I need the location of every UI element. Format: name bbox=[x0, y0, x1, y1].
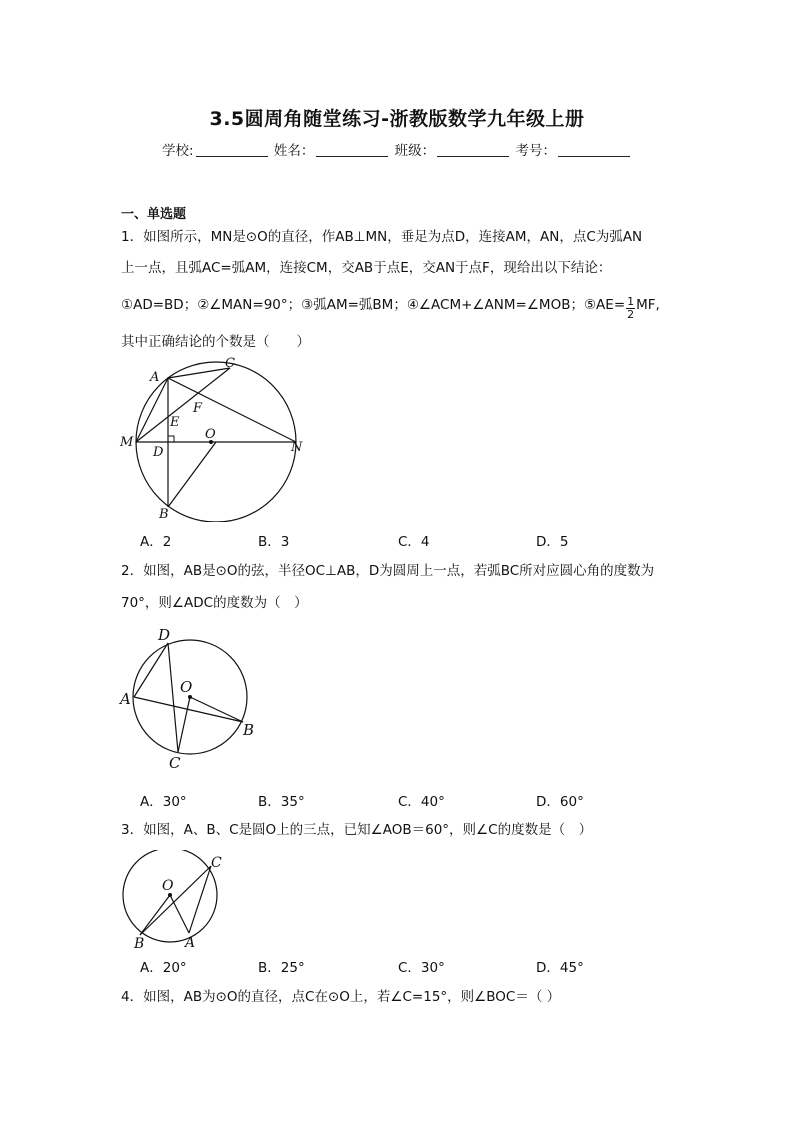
q1-line3 bbox=[121, 295, 660, 321]
q2-option-c[interactable]: C．40° bbox=[398, 794, 445, 810]
number-blank[interactable] bbox=[558, 143, 630, 157]
q2-line1: 2．如图，AB是⊙O的弦，半径OC⊥AB，D为圆周上一点，若弧BC所对应圆心角的度数为 bbox=[121, 563, 655, 579]
q1-option-a[interactable]: A．2 bbox=[140, 534, 172, 550]
q1-conclusions: ①AD=BD；②∠MAN=90°；③弧AM=弧BM；④∠ACM+∠ANM=∠MOB；⑤AE= bbox=[121, 297, 626, 313]
q2-figure bbox=[114, 622, 264, 774]
q1-conclusions-end: MF, bbox=[636, 297, 660, 313]
q3-option-c[interactable]: C．30° bbox=[398, 960, 445, 976]
q1-segment-am bbox=[136, 378, 168, 442]
name-label: 姓名： bbox=[273, 143, 315, 159]
class-label: 班级： bbox=[394, 143, 436, 159]
q1-segment-ac bbox=[168, 368, 230, 378]
q1-figure bbox=[114, 352, 306, 522]
q1-line4: 其中正确结论的个数是（ ） bbox=[121, 334, 310, 350]
q3-label-a: A bbox=[185, 935, 196, 951]
school-label: 学校: bbox=[162, 143, 194, 159]
q1-label-c: C bbox=[225, 356, 235, 371]
q3-label-o: O bbox=[162, 878, 174, 894]
q1-right-angle-mark bbox=[168, 436, 174, 442]
q2-chord-ab bbox=[134, 697, 243, 722]
q1-frac-den: 2 bbox=[627, 308, 635, 321]
q1-frac-num: 1 bbox=[627, 295, 635, 308]
q1-segment-ob bbox=[168, 442, 216, 507]
q2-segment-ad bbox=[134, 643, 168, 697]
q2-label-d: D bbox=[158, 626, 171, 644]
q1-fraction bbox=[626, 296, 635, 321]
q2-label-o: O bbox=[180, 678, 193, 696]
q2-segment-ob bbox=[190, 697, 243, 722]
q1-label-a: A bbox=[150, 370, 160, 385]
q3-option-d[interactable]: D．45° bbox=[536, 960, 584, 976]
q1-label-b: B bbox=[159, 507, 169, 522]
q1-option-c[interactable]: C．4 bbox=[398, 534, 430, 550]
q1-label-o: O bbox=[205, 427, 216, 442]
page-title: 3.5圆周角随堂练习-浙教版数学九年级上册 bbox=[209, 108, 585, 130]
student-info-line bbox=[0, 139, 794, 159]
q1-label-f: F bbox=[193, 401, 203, 416]
q3-segment-bc bbox=[140, 866, 211, 935]
q1-option-d[interactable]: D．5 bbox=[536, 534, 569, 550]
section-heading: 一、单选题 bbox=[121, 207, 187, 222]
q2-segment-oc bbox=[178, 697, 190, 752]
q3-segment-oa bbox=[170, 895, 189, 933]
q2-option-d[interactable]: D．60° bbox=[536, 794, 584, 810]
q2-label-b: B bbox=[243, 721, 255, 739]
q1-label-m: M bbox=[120, 435, 134, 450]
q1-line1: 1．如图所示，MN是⊙O的直径，作AB⊥MN，垂足为点D，连接AM，AN，点C为弧AN bbox=[121, 229, 643, 245]
q3-label-b: B bbox=[134, 936, 145, 952]
q2-line2: 70°，则∠ADC的度数为（ ） bbox=[121, 595, 308, 611]
q2-segment-dc bbox=[168, 643, 178, 752]
q3-segment-ob bbox=[140, 895, 170, 935]
q2-option-b[interactable]: B．35° bbox=[258, 794, 305, 810]
q3-label-c: C bbox=[211, 855, 222, 871]
q2-label-c: C bbox=[169, 754, 181, 772]
school-blank[interactable] bbox=[196, 143, 268, 157]
q3-line1: 3．如图，A、B、C是圆O上的三点，已知∠AOB＝60°，则∠C的度数是（ ） bbox=[121, 822, 593, 838]
q1-label-d: D bbox=[153, 445, 164, 460]
q3-figure bbox=[114, 850, 228, 954]
class-blank[interactable] bbox=[437, 143, 509, 157]
q3-option-b[interactable]: B．25° bbox=[258, 960, 305, 976]
q1-label-n: N bbox=[291, 440, 303, 455]
q1-option-b[interactable]: B．3 bbox=[258, 534, 290, 550]
q4-line1: 4．如图，AB为⊙O的直径，点C在⊙O上，若∠C=15°，则∠BOC＝（ ） bbox=[121, 989, 561, 1005]
q2-option-a[interactable]: A．30° bbox=[140, 794, 187, 810]
q1-line2: 上一点，且弧AC=弧AM，连接CM，交AB于点E，交AN于点F，现给出以下结论： bbox=[121, 260, 612, 276]
number-label: 考号： bbox=[515, 143, 556, 159]
q3-option-a[interactable]: A．20° bbox=[140, 960, 187, 976]
name-blank[interactable] bbox=[316, 143, 388, 157]
q1-segment-an bbox=[168, 378, 296, 442]
q2-label-a: A bbox=[120, 690, 131, 708]
q1-label-e: E bbox=[170, 415, 180, 430]
